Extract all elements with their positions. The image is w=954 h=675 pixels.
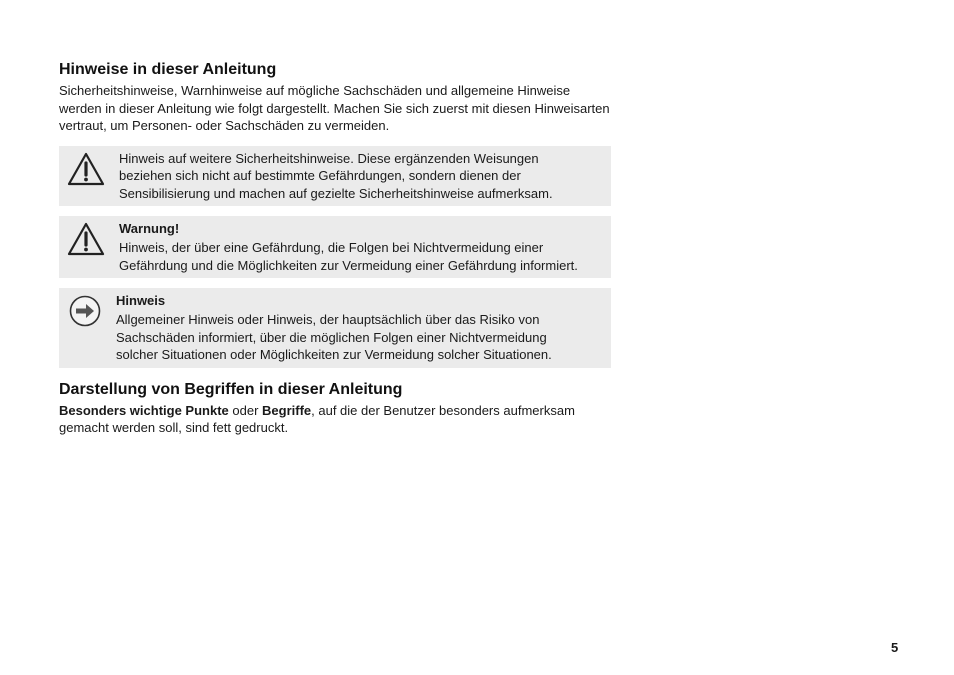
- bold-term-1: Besonders wichtige Punkte: [59, 402, 229, 418]
- notice-safety: [59, 146, 611, 207]
- notice-hint-text: Allgemeiner Hinweis oder Hinweis, der hauptsächlich über das Risiko von Sachschäden informiert, über die möglichen Folgen einer Nichtvermeidung solcher Situationen oder Möglichkeiten zur Vermeidung solcher Situationen.: [116, 312, 552, 362]
- notice-warning: [59, 216, 611, 278]
- notice-hint: [59, 288, 611, 368]
- page-content: [59, 60, 611, 437]
- section-heading-notices: Hinweise in dieser Anleitung: [59, 61, 277, 78]
- terms-rest-text: , auf die der Benutzer besonders aufmerksam gemacht werden soll, sind fett gedruckt.: [59, 402, 575, 435]
- warning-triangle-icon: [67, 222, 105, 256]
- warning-triangle-icon: [67, 152, 105, 186]
- section-heading-terms: Darstellung von Begriffen in dieser Anleitung: [59, 380, 403, 398]
- connector-text: oder: [228, 402, 263, 418]
- notice-hint-label: Hinweis: [116, 293, 166, 308]
- section-terms-text: [59, 402, 611, 437]
- notice-safety-text: Hinweis auf weitere Sicherheitshinweise. Diese ergänzenden Weisungen beziehen sich nicht auf bestimmte Gefährdungen, sondern dienen der Sensibilisierung und machen auf gezielte Sicherheitshinweise aufmerksam.: [119, 150, 553, 201]
- arrow-right-circle-icon: [69, 295, 101, 327]
- notice-warning-label: Warnung!: [119, 221, 180, 236]
- section-intro-text: Sicherheitshinweise, Warnhinweise auf mögliche Sachschäden und allgemeine Hinweise werden in dieser Anleitung wie folgt dargestellt. Machen Sie sich zuerst mit diesen Hinweisarten vertraut, um Personen- oder Sachschäden zu vermeiden.: [59, 83, 610, 133]
- bold-term-2: Begriffe: [262, 402, 312, 418]
- notice-warning-text: Hinweis, der über eine Gefährdung, die Folgen bei Nichtvermeidung einer Gefährdung und die Möglichkeiten zur Vermeidung einer Gefährdung informiert.: [119, 240, 578, 273]
- page-number: 5: [891, 640, 899, 655]
